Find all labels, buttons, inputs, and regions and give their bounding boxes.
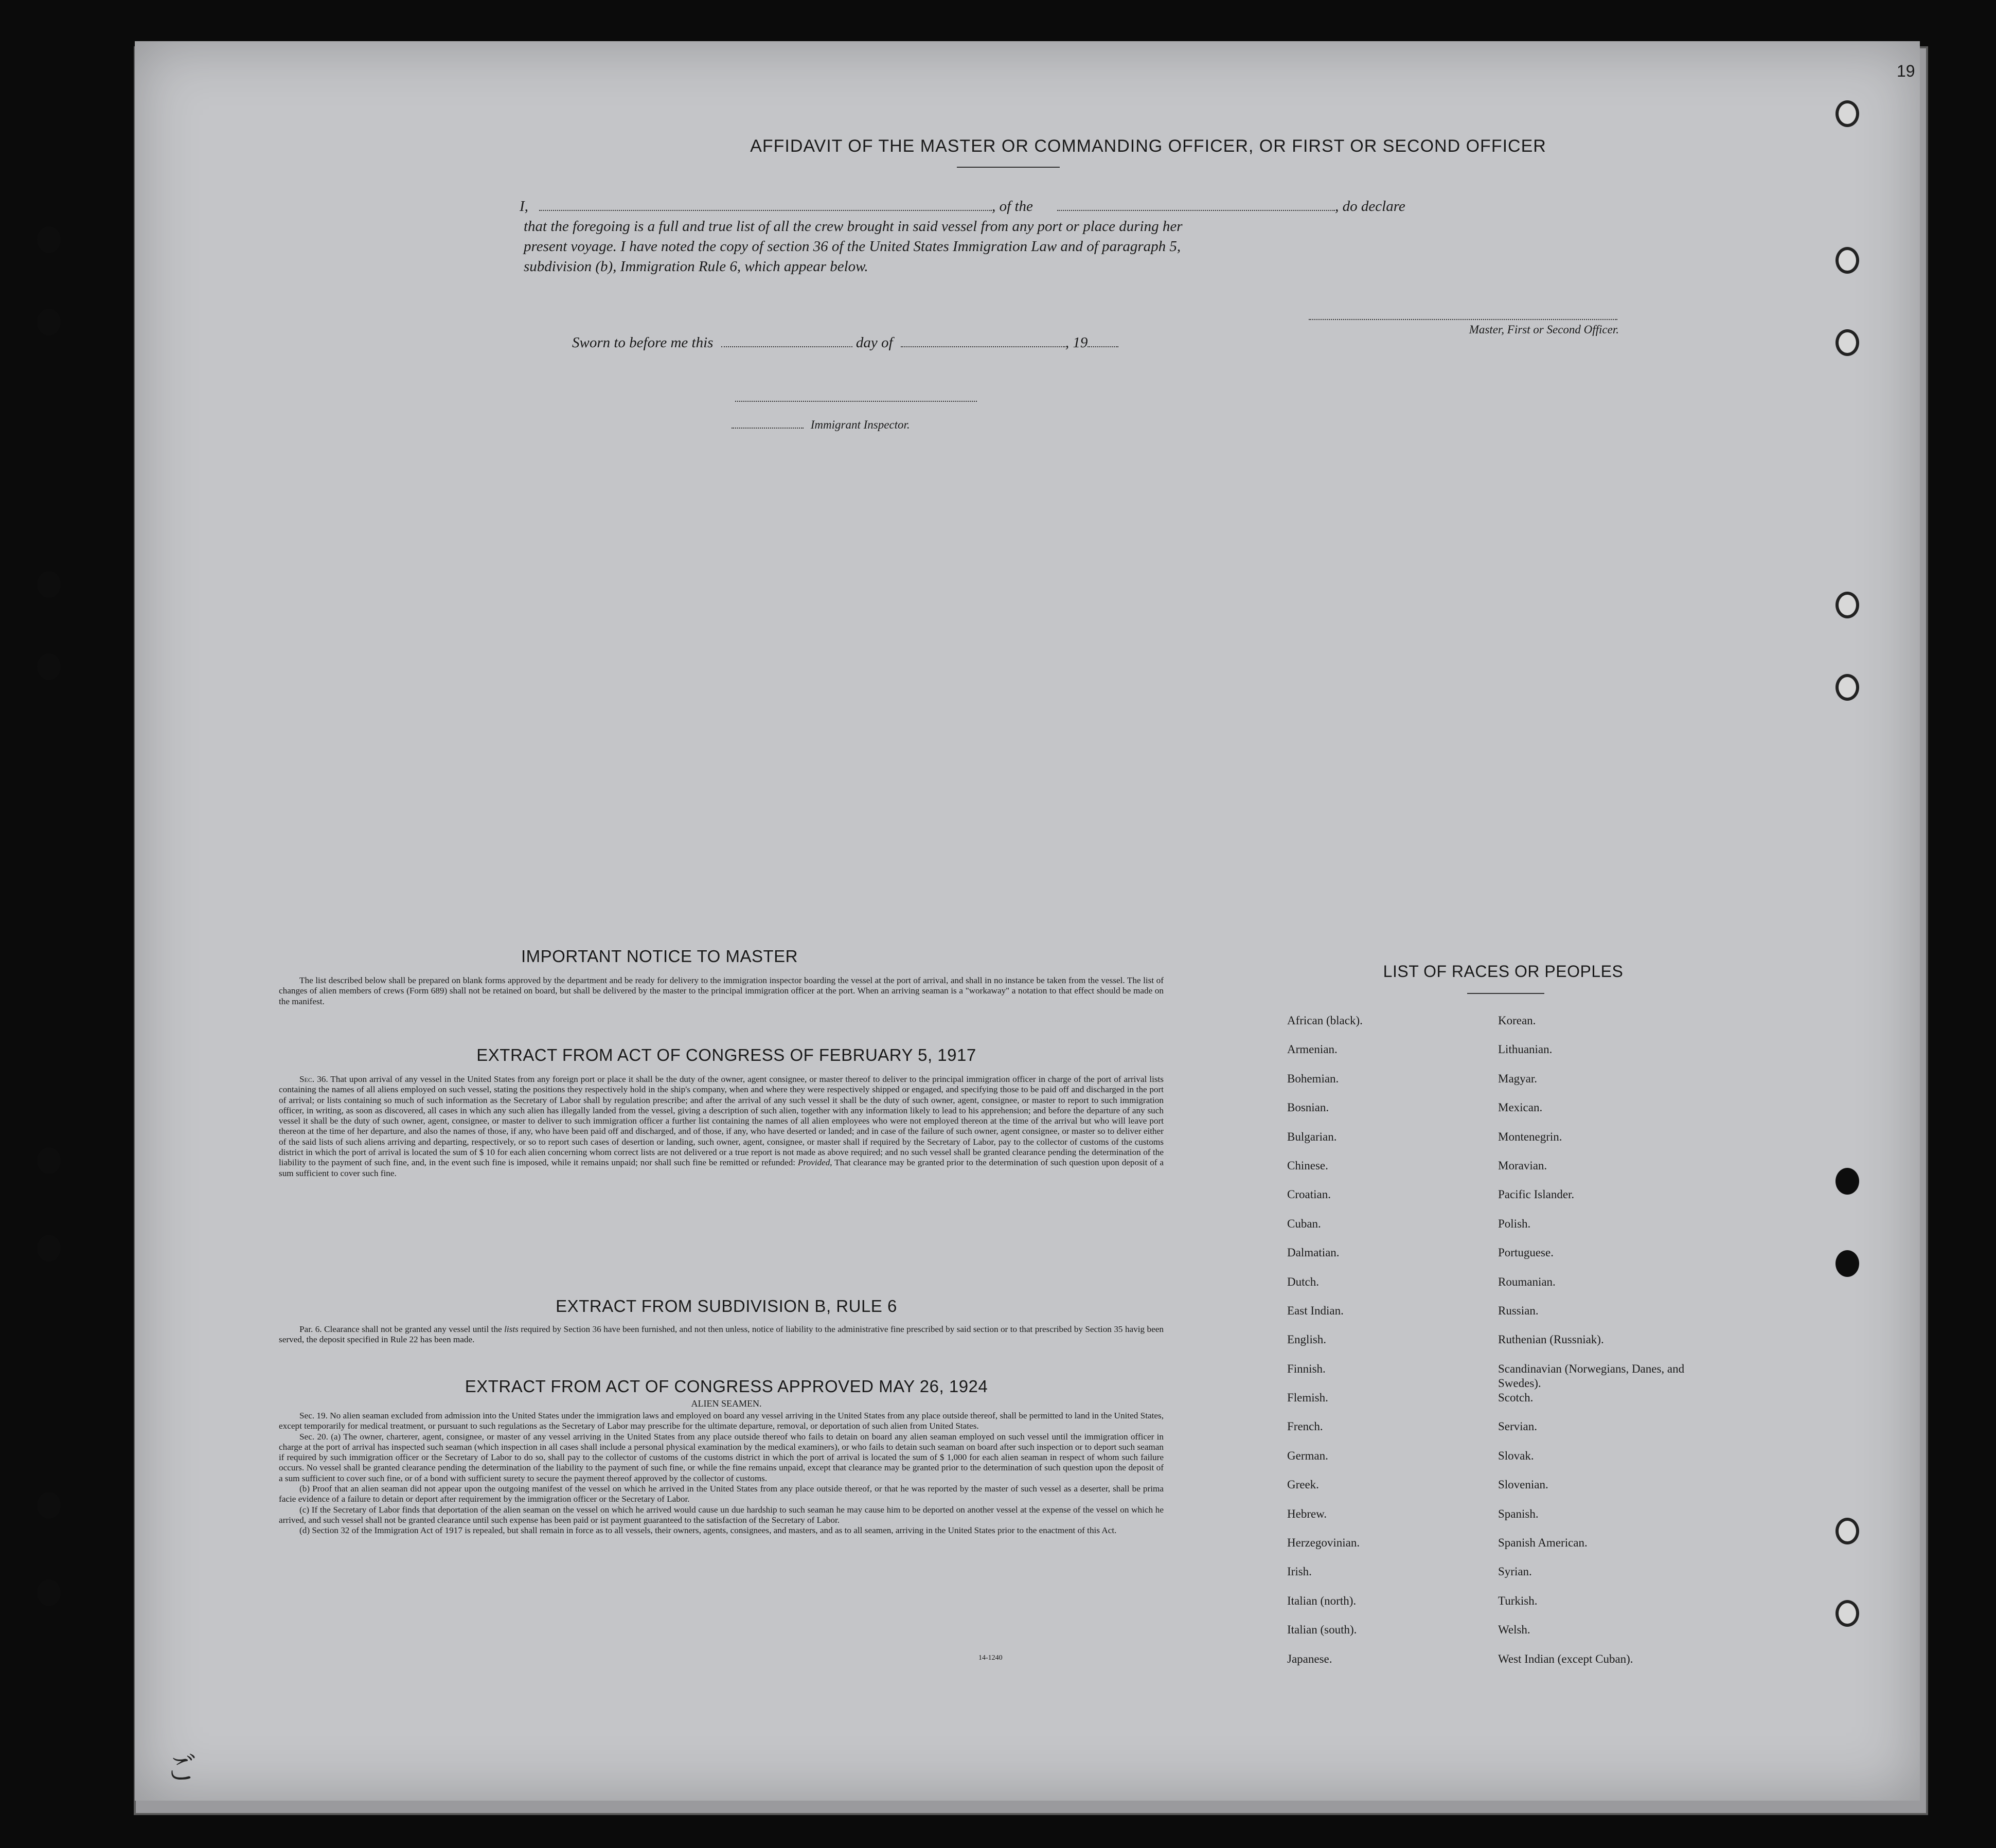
affidavit-line-4: subdivision (b), Immigration Rule 6, which appear below.	[524, 258, 868, 275]
officer-signature-field[interactable]	[1309, 310, 1617, 320]
inspector-signature-field[interactable]	[732, 428, 804, 429]
race-item: French.	[1287, 1420, 1323, 1433]
race-item: Italian (south).	[1287, 1623, 1357, 1637]
punch-hole-left-6	[37, 1235, 61, 1261]
races-column-2	[1498, 1014, 1714, 1681]
sworn-prefix: Sworn to before me this	[572, 334, 714, 351]
punch-hole-right-2	[1835, 247, 1859, 274]
race-item: Hebrew.	[1287, 1507, 1327, 1520]
punch-hole-right-1	[1835, 100, 1859, 127]
punch-hole-left-7	[37, 1492, 61, 1519]
punch-hole-right-8	[1835, 1518, 1859, 1544]
rule6-title: EXTRACT FROM SUBDIVISION B, RULE 6	[556, 1296, 897, 1316]
punch-hole-right-9	[1835, 1600, 1859, 1627]
race-item: English.	[1287, 1333, 1327, 1346]
race-item: Spanish.	[1498, 1507, 1539, 1520]
inspector-caption: Immigrant Inspector.	[810, 418, 910, 431]
race-item: Ruthenian (Russniak).	[1498, 1333, 1604, 1346]
extract-1917-title: EXTRACT FROM ACT OF CONGRESS OF FEBRUARY 5, 1917	[476, 1045, 976, 1064]
punch-hole-right-5	[1835, 674, 1859, 701]
race-item: Bulgarian.	[1287, 1130, 1337, 1143]
race-item: Greek.	[1287, 1478, 1319, 1491]
sworn-line	[572, 334, 1344, 355]
race-item: Portuguese.	[1498, 1246, 1554, 1259]
provided-word: Provided,	[797, 1158, 832, 1168]
race-item: Japanese.	[1287, 1652, 1332, 1665]
race-item: Korean.	[1498, 1014, 1536, 1027]
form-number: 14-1240	[978, 1654, 1003, 1662]
affidavit-line-2: that the foregoing is a full and true list of all the crew brought in said vessel from any port or place during her	[524, 218, 1183, 235]
race-item: Pacific Islander.	[1498, 1188, 1575, 1201]
race-item: Moravian.	[1498, 1159, 1547, 1172]
affidavit-declare: , do declare	[1335, 198, 1405, 215]
affidavit-title-rule	[957, 167, 1060, 168]
races-title-rule	[1467, 993, 1544, 994]
punch-hole-left-2	[37, 309, 61, 335]
race-item: Dutch.	[1287, 1275, 1319, 1288]
race-item: Polish.	[1498, 1217, 1531, 1230]
race-item: Slovak.	[1498, 1449, 1534, 1462]
race-item: Scandinavian (Norwegians, Danes, and Swedes).	[1498, 1362, 1685, 1390]
races-title: LIST OF RACES OR PEOPLES	[1383, 962, 1624, 981]
race-item: Mexican.	[1498, 1101, 1543, 1114]
race-item: Montenegrin.	[1498, 1130, 1562, 1143]
race-item: Roumanian.	[1498, 1275, 1556, 1288]
affidavit-of-the: , of the	[992, 198, 1033, 215]
bottom-scribble: ご	[166, 1751, 197, 1787]
sec-20d-paragraph: (d) Section 32 of the Immigration Act of 1917 is repealed, but shall remain in force as to all vessels, their owners, agents, consignees, and masters, and as to all seamen, arriving in the United States prior to the enactment of this Act.	[299, 1525, 1117, 1536]
corner-page-mark: 19	[1897, 62, 1915, 80]
sec-36-clearance: That clearance may be granted prior to the determination of such question upon deposit of a sum sufficient to cover such fine.	[279, 1158, 1164, 1178]
notice-text	[279, 975, 1164, 1007]
punch-hole-left-3	[37, 571, 61, 598]
affidavit-line-3: present voyage. I have noted the copy of section 36 of the United States Immigration Law and of paragraph 5,	[524, 238, 1181, 255]
race-item: Servian.	[1498, 1420, 1538, 1433]
sec-19-paragraph: Sec. 19. No alien seaman excluded from admission into the United States under the immigration laws and employed on board any vessel arriving in the United States from any place outside thereof, shall be permitted to land in the United States, except temporarily for medical treatment, or pursuant to such regulations as the Secretary of Labor may prescribe for the ultimate departure, removal, or deportation of such alien from United States.	[279, 1411, 1164, 1431]
inspector-caption-line	[732, 418, 1195, 432]
race-item: Dalmatian.	[1287, 1246, 1340, 1259]
lists-word: lists	[504, 1324, 519, 1334]
sworn-day-field[interactable]	[721, 346, 852, 347]
race-item: African (black).	[1287, 1014, 1363, 1027]
punch-hole-right-4	[1835, 592, 1859, 618]
document-page	[135, 41, 1920, 1801]
extract-1917-paragraph	[279, 1074, 1164, 1179]
race-item: Bohemian.	[1287, 1072, 1339, 1085]
officer-caption: Master, First or Second Officer.	[1469, 323, 1619, 336]
sec-20a-paragraph: Sec. 20. (a) The owner, charterer, agent, consignee, or master of any vessel arriving in the United States from any place outside thereof who fails to detain on board any alien seaman employed on such vessel until the immigration officer in charge at the port of arrival has inspected such seaman (which inspection in all cases shall include a personal physical examination by the medical examiners), or who fails to detain such seaman on board after such inspection or to deport such seaman if required by such immigration officer or the Secretary of Labor to do so, shall pay to the collector of customs of the customs district in which the port of arrival is located the sum of $ 1,000 for each alien seaman in respect of whom such failure occurs. No vessel shall be granted clearance pending the determination of the liability to the payment of such fine, or while the fine remains unpaid, except that clearance may be granted prior to the determination of such question upon the deposit of a sum sufficient to cover such fine, or of a bond with sufficient surety to secure the payment thereof approved by the collector of customs.	[279, 1431, 1164, 1483]
race-item: Scotch.	[1498, 1391, 1534, 1405]
sworn-year-prefix: , 19	[1065, 334, 1088, 351]
extract-1924-text	[279, 1411, 1164, 1536]
extract-1924-subtitle: ALIEN SEAMEN.	[691, 1398, 762, 1409]
race-item: Irish.	[1287, 1565, 1312, 1578]
race-item: Turkish.	[1498, 1594, 1538, 1607]
inspector-signature-line[interactable]	[735, 396, 977, 402]
notice-paragraph: The list described below shall be prepared on blank forms approved by the department and be ready for delivery to the immigration inspector boarding the vessel at the port of arrival, and shall in no instance be taken from the vessel. The list of changes of alien members of crews (Form 689) shall not be retained on board, but shall be delivered by the master to the principal immigration officer at the port. When an arriving seaman is a "workaway" a notation to that effect should be made on the manifest.	[279, 975, 1164, 1006]
race-item: East Indian.	[1287, 1304, 1344, 1317]
sec-20c-paragraph: (c) If the Secretary of Labor finds that deportation of the alien seaman on the vessel on which he arrived would cause un due hardship to such seaman he may cause him to be deported on another vessel at the expense of the vessel on which he arrived, and such vessel shall not be granted clearance until such expense has been paid or ist payment guaranteed to the satisfaction of the Secretary of Labor.	[279, 1504, 1164, 1525]
sec-20b-paragraph: (b) Proof that an alien seaman did not appear upon the outgoing manifest of the vessel on which he arrived in the United States from any place outside thereof, or that he was reported by the master of such vessel as a deserter, shall be prima facie evidence of a failure to detain or deport after requirement by the immigration officer or the Secretary of Labor.	[279, 1484, 1164, 1504]
affidavit-line-1	[520, 198, 1631, 219]
sworn-day-of: day of	[856, 334, 893, 351]
race-item: Chinese.	[1287, 1159, 1328, 1172]
race-item: Russian.	[1498, 1304, 1539, 1317]
race-item: Bosnian.	[1287, 1101, 1329, 1114]
race-item: Lithuanian.	[1498, 1043, 1553, 1056]
races-column-1	[1287, 1014, 1493, 1681]
rule6-text-a: Par. 6. Clearance shall not be granted any vessel until the	[299, 1324, 502, 1334]
affidavit-title: AFFIDAVIT OF THE MASTER OR COMMANDING OFFICER, OR FIRST OR SECOND OFFICER	[750, 136, 1546, 156]
affidavit-i: I,	[520, 198, 528, 215]
race-item: Syrian.	[1498, 1565, 1532, 1578]
punch-hole-right-7	[1835, 1250, 1859, 1277]
sworn-month-field[interactable]	[901, 346, 1065, 347]
sec-36-text: That upon arrival of any vessel in the United States from any foreign port or place it shall be the duty of the owner, agent consignee, or master thereof to deliver to the principal immigration officer in charge of the port of arrival lists containing the names of all aliens employed on such vessel, stating the positions they respectively hold in the ship's company, when and where they were respectively shipped or engaged, and specifying those to be paid off and discharged in the port of arrival; or lists containing so much of such information as the Secretary of Labor shall by regulation prescribe; and after the arrival of any such vessel it shall be the duty of such owner, agent, consignee, or master to report to such immigration officer, in writing, as soon as discovered, all cases in which any such alien has illegally landed from the vessel, giving a description of such alien, together with any information likely to lead to his apprehension; and before the departure of any such vessel it shall be the duty of such owner, agent, consignee, or master to deliver to such immigration officer a further list containing the names of all alien employees who were not employed thereon at the time of the arrival but who will leave port thereon at the time of her departure, and also the names of those, if any, who have been paid off and discharged, and of those, if any, who have deserted or landed; and in case of the failure of such owner, agent consignee, or master so to deliver either of the said lists of such aliens arriving and departing, respectively, or so to report such cases of desertion or landing, such owner, agent, consignee, or master shall if required by the Secretary of Labor, pay to the collector of customs of the customs district in which the port of arrival is located the sum of $ 10 for each alien concerning whom correct lists are not delivered or a true report is not made as above required; and no such vessel shall be granted clearance pending the determination of the liability to the payment of such fine, and, in the event such fine is imposed, while it remains unpaid; nor shall such fine be remitted or refunded:	[279, 1074, 1164, 1168]
race-item: Spanish American.	[1498, 1536, 1588, 1550]
race-item: Welsh.	[1498, 1623, 1530, 1637]
rule6-paragraph	[279, 1324, 1164, 1345]
punch-hole-left-1	[37, 226, 61, 253]
notice-title: IMPORTANT NOTICE TO MASTER	[521, 947, 798, 966]
vessel-name-field[interactable]	[1057, 210, 1335, 211]
extract-1924-title: EXTRACT FROM ACT OF CONGRESS APPROVED MAY 26, 1924	[465, 1377, 988, 1396]
race-item: Cuban.	[1287, 1217, 1321, 1230]
rule6-text-b: required by Section 36 have been furnished, and not then unless, notice of liability to the administrative fine prescribed by said section or to that prescribed by Section 35 havig been served, the deposit specified in Rule 22 has been made.	[279, 1324, 1164, 1345]
race-item: West Indian (except Cuban).	[1498, 1652, 1633, 1665]
race-item: Slovenian.	[1498, 1478, 1548, 1491]
punch-hole-left-8	[37, 1579, 61, 1606]
punch-hole-right-3	[1835, 329, 1859, 356]
sec-36-label: Sec. 36.	[299, 1074, 328, 1084]
race-item: Magyar.	[1498, 1072, 1538, 1085]
race-item: Flemish.	[1287, 1391, 1328, 1405]
sworn-year-field[interactable]	[1088, 346, 1118, 347]
rule6-text	[279, 1324, 1164, 1345]
race-item: Finnish.	[1287, 1362, 1326, 1375]
race-item: Italian (north).	[1287, 1594, 1357, 1607]
punch-hole-left-4	[37, 653, 61, 680]
punch-hole-right-6	[1835, 1168, 1859, 1195]
race-item: Armenian.	[1287, 1043, 1338, 1056]
race-item: Croatian.	[1287, 1188, 1331, 1201]
punch-hole-left-5	[37, 1147, 61, 1174]
declarant-name-field[interactable]	[539, 210, 992, 211]
race-item: Herzegovinian.	[1287, 1536, 1360, 1550]
extract-1917-text	[279, 1074, 1164, 1179]
race-item: German.	[1287, 1449, 1328, 1462]
